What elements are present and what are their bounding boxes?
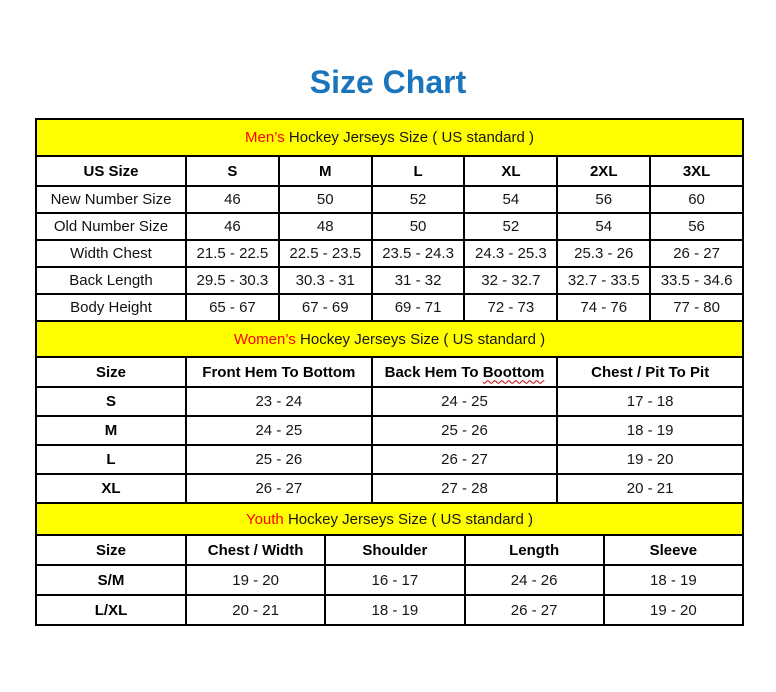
column-header: Length <box>465 535 604 565</box>
row-label: New Number Size <box>36 186 186 213</box>
size-cell: 33.5 - 34.6 <box>650 267 743 294</box>
size-cell: 23.5 - 24.3 <box>372 240 465 267</box>
size-cell: 77 - 80 <box>650 294 743 321</box>
size-cell: 26 - 27 <box>372 445 558 474</box>
size-cell: 69 - 71 <box>372 294 465 321</box>
size-cell: 25 - 26 <box>372 416 558 445</box>
table-row <box>36 294 743 321</box>
table-row <box>36 267 743 294</box>
table-row <box>36 565 743 595</box>
row-label: S/M <box>36 565 186 595</box>
youth-banner <box>36 503 743 535</box>
row-label: XL <box>36 474 186 503</box>
column-header: Chest / Width <box>186 535 325 565</box>
row-label: S <box>36 387 186 416</box>
mens-banner-text: Hockey Jerseys Size ( US standard ) <box>288 129 534 146</box>
size-cell: 19 - 20 <box>186 565 325 595</box>
row-label: M <box>36 416 186 445</box>
size-cell: 32.7 - 33.5 <box>557 267 650 294</box>
size-cell: 31 - 32 <box>372 267 465 294</box>
size-cell: 56 <box>557 186 650 213</box>
column-header-text: Back Hem To <box>384 363 479 381</box>
table-row <box>36 474 743 503</box>
column-header: Size <box>36 535 186 565</box>
youth-banner-row <box>36 503 743 535</box>
size-cell: 52 <box>464 213 557 240</box>
row-label: Width Chest <box>36 240 186 267</box>
size-cell: 50 <box>372 213 465 240</box>
youth-banner-highlight: Youth <box>245 510 284 528</box>
column-header: Shoulder <box>325 535 464 565</box>
column-header: Size <box>36 357 186 387</box>
size-cell: 17 - 18 <box>557 387 743 416</box>
size-cell: 26 - 27 <box>186 474 372 503</box>
spellcheck-squiggle-word: Boottom <box>482 363 545 381</box>
womens-banner <box>36 321 743 357</box>
size-cell: 22.5 - 23.5 <box>279 240 372 267</box>
column-header: M <box>279 156 372 186</box>
column-header: S <box>186 156 279 186</box>
size-cell: 19 - 20 <box>604 595 743 625</box>
size-cell: 27 - 28 <box>372 474 558 503</box>
womens-size-table <box>35 320 744 504</box>
size-cell: 21.5 - 22.5 <box>186 240 279 267</box>
size-cell: 46 <box>186 213 279 240</box>
table-row <box>36 213 743 240</box>
size-cell: 60 <box>650 186 743 213</box>
womens-header-row <box>36 357 743 387</box>
table-row <box>36 595 743 625</box>
youth-header-row <box>36 535 743 565</box>
row-label: Back Length <box>36 267 186 294</box>
mens-banner-row <box>36 119 743 156</box>
size-cell: 29.5 - 30.3 <box>186 267 279 294</box>
size-cell: 16 - 17 <box>325 565 464 595</box>
mens-header-row <box>36 156 743 186</box>
youth-size-table <box>35 502 744 626</box>
table-row <box>36 445 743 474</box>
column-header: 2XL <box>557 156 650 186</box>
table-row <box>36 387 743 416</box>
size-cell: 32 - 32.7 <box>464 267 557 294</box>
mens-banner <box>36 119 743 156</box>
size-cell: 18 - 19 <box>604 565 743 595</box>
size-cell: 24 - 25 <box>186 416 372 445</box>
mens-banner-highlight: Men’s <box>244 129 285 146</box>
size-cell: 72 - 73 <box>464 294 557 321</box>
size-cell: 54 <box>464 186 557 213</box>
size-cell: 74 - 76 <box>557 294 650 321</box>
size-cell: 52 <box>372 186 465 213</box>
size-cell: 67 - 69 <box>279 294 372 321</box>
womens-banner-highlight: Women’s <box>233 330 296 348</box>
column-header: XL <box>464 156 557 186</box>
row-label: L <box>36 445 186 474</box>
size-cell: 18 - 19 <box>557 416 743 445</box>
size-cell: 48 <box>279 213 372 240</box>
womens-banner-row <box>36 321 743 357</box>
size-cell: 24 - 26 <box>465 565 604 595</box>
column-header: 3XL <box>650 156 743 186</box>
size-cell: 25.3 - 26 <box>557 240 650 267</box>
column-header: Chest / Pit To Pit <box>557 357 743 387</box>
column-header: Front Hem To Bottom <box>186 357 372 387</box>
row-label: Body Height <box>36 294 186 321</box>
mens-size-table <box>35 118 744 322</box>
size-cell: 23 - 24 <box>186 387 372 416</box>
column-header-misspelled <box>372 357 558 387</box>
column-header: US Size <box>36 156 186 186</box>
size-cell: 30.3 - 31 <box>279 267 372 294</box>
size-cell: 54 <box>557 213 650 240</box>
row-label: L/XL <box>36 595 186 625</box>
row-label: Old Number Size <box>36 213 186 240</box>
size-cell: 20 - 21 <box>186 595 325 625</box>
size-cell: 20 - 21 <box>557 474 743 503</box>
size-cell: 24.3 - 25.3 <box>464 240 557 267</box>
size-cell: 50 <box>279 186 372 213</box>
table-row <box>36 240 743 267</box>
size-cell: 26 - 27 <box>465 595 604 625</box>
table-row <box>36 186 743 213</box>
column-header: L <box>372 156 465 186</box>
page-title: Size Chart <box>309 64 467 100</box>
size-cell: 19 - 20 <box>557 445 743 474</box>
size-cell: 25 - 26 <box>186 445 372 474</box>
size-cell: 46 <box>186 186 279 213</box>
size-cell: 65 - 67 <box>186 294 279 321</box>
size-tables-container <box>35 118 744 626</box>
size-cell: 24 - 25 <box>372 387 558 416</box>
womens-banner-text: Hockey Jerseys Size ( US standard ) <box>300 330 546 348</box>
size-cell: 56 <box>650 213 743 240</box>
size-cell: 26 - 27 <box>650 240 743 267</box>
table-row <box>36 416 743 445</box>
column-header: Sleeve <box>604 535 743 565</box>
youth-banner-text: Hockey Jerseys Size ( US standard ) <box>287 510 534 528</box>
size-cell: 18 - 19 <box>325 595 464 625</box>
